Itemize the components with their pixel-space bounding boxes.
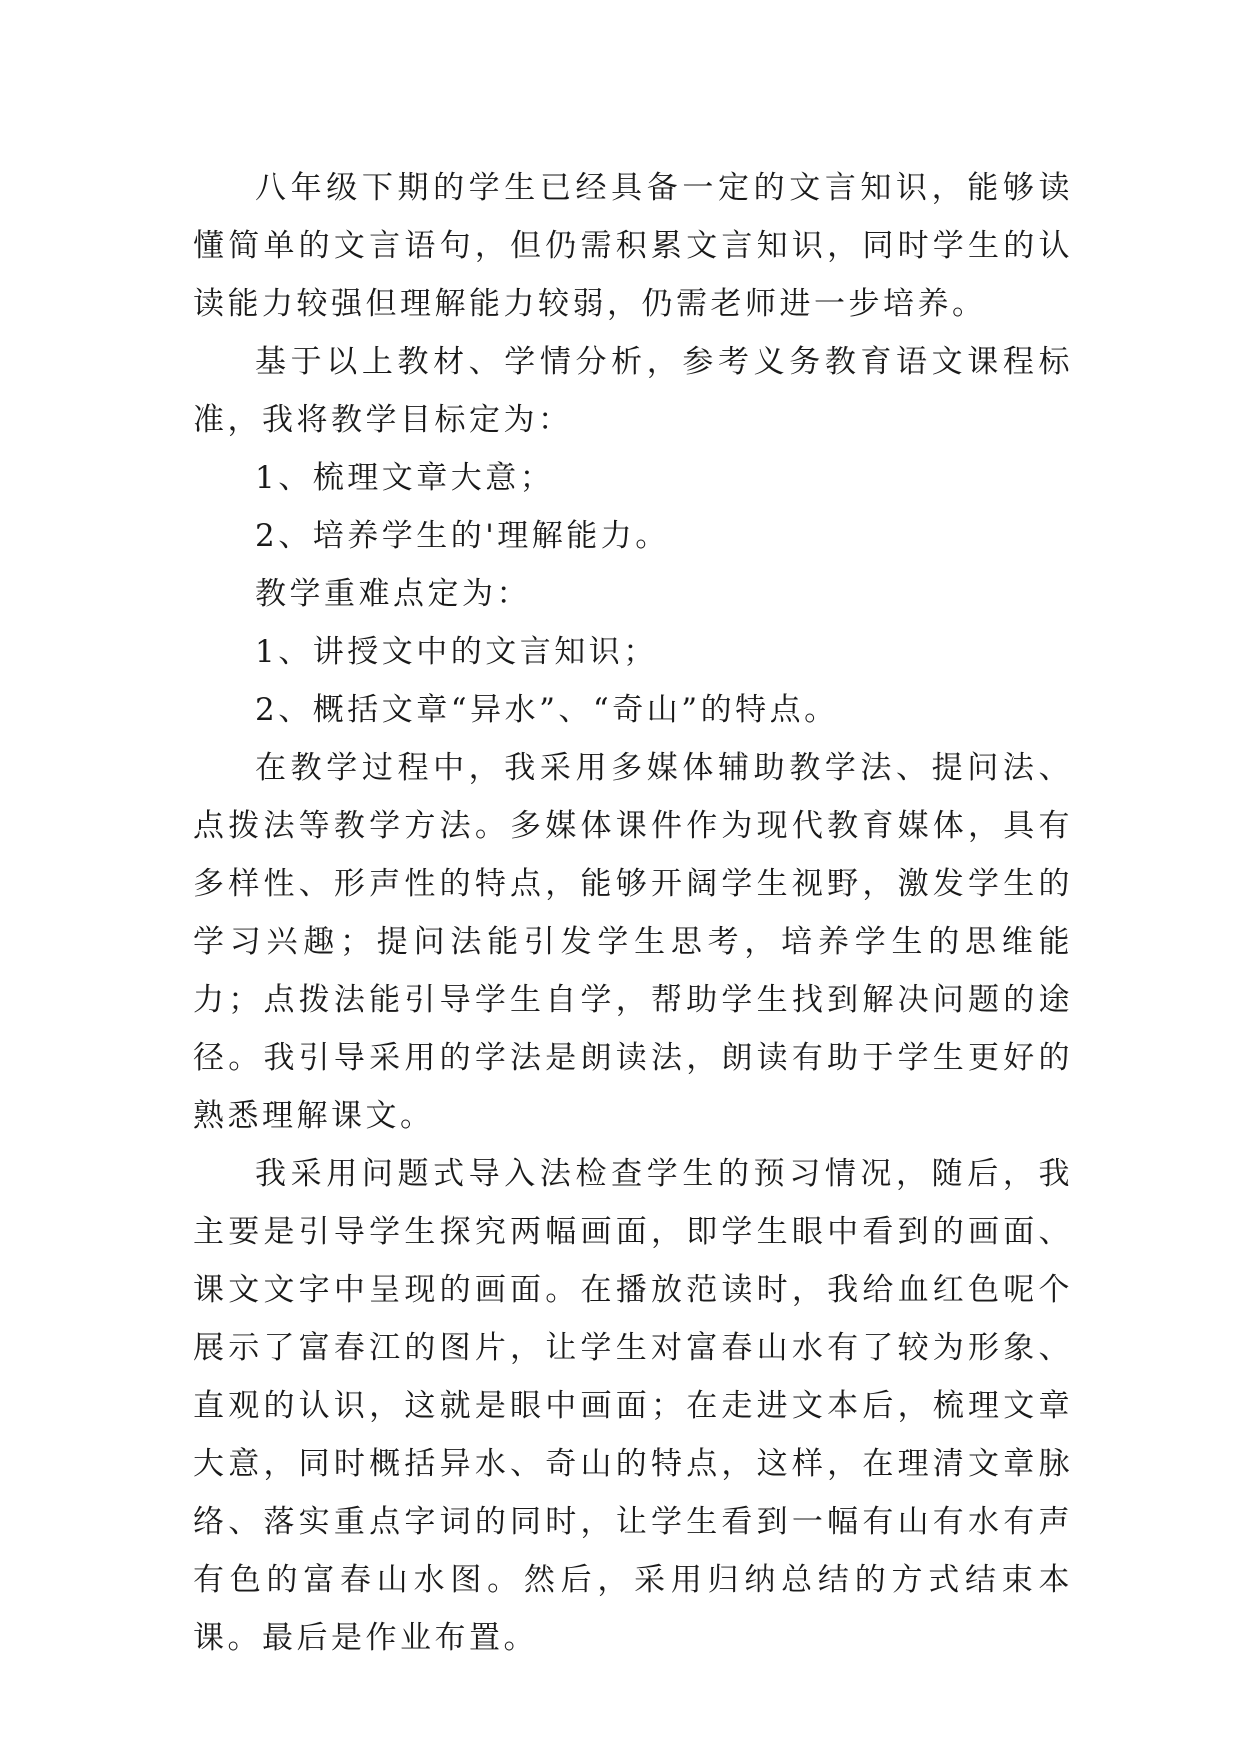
list-item-key-point-1: 1、讲授文中的文言知识； [255, 634, 658, 670]
paragraph-key-points-intro: 教学重难点定为： [255, 576, 531, 612]
list-item-key-point-2: 2、概括文章“异水”、“奇山”的特点。 [255, 692, 839, 728]
paragraph-student-analysis: 八年级下期的学生已经具备一定的文言知识，能够读懂简单的文言语句，但仍需积累文言知识，同时学生的认读能力较强但理解能力较弱，仍需老师进一步培养。 [193, 170, 1073, 322]
paragraph-teaching-process: 我采用问题式导入法检查学生的预习情况，随后，我主要是引导学生探究两幅画面，即学生眼中看到的画面、课文文字中呈现的画面。在播放范读时，我给血红色呢个展示了富春江的图片，让学生对富春山水有了较为形象、直观的认识，这就是眼中画面；在走进文本后，梳理文章大意，同时概括异水、奇山的特点，这样，在理清文章脉络、落实重点字词的同时，让学生看到一幅有山有水有声有色的富春山水图。然后，采用归纳总结的方式结束本课。最后是作业布置。 [193, 1156, 1073, 1656]
document-body [193, 159, 1073, 1667]
paragraph-teaching-methods: 在教学过程中，我采用多媒体辅助教学法、提问法、点拨法等教学方法。多媒体课件作为现代教育媒体，具有多样性、形声性的特点，能够开阔学生视野，激发学生的学习兴趣；提问法能引发学生思考，培养学生的思维能力；点拨法能引导学生自学，帮助学生找到解决问题的途径。我引导采用的学法是朗读法，朗读有助于学生更好的熟悉理解课文。 [193, 750, 1073, 1134]
list-item-goal-1: 1、梳理文章大意； [255, 460, 555, 496]
list-item-goal-2: 2、培养学生的'理解能力。 [255, 518, 670, 554]
paragraph-teaching-goals-intro: 基于以上教材、学情分析，参考义务教育语文课程标准，我将教学目标定为： [193, 344, 1073, 438]
